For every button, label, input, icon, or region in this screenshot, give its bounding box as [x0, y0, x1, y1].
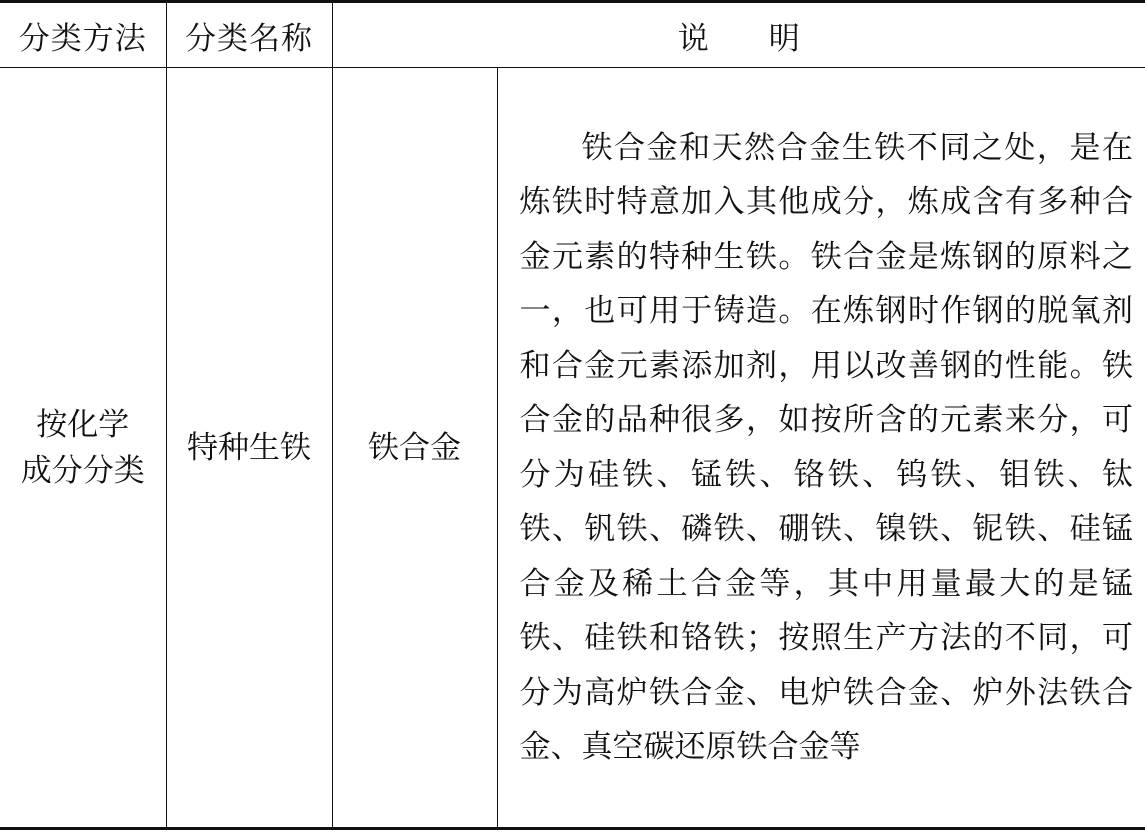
table-header-row — [0, 2, 1145, 68]
header-name: 分类名称 — [166, 2, 332, 68]
header-description: 说明 — [332, 2, 1145, 68]
cell-description — [497, 68, 1145, 829]
method-line-1: 按化学 — [36, 406, 130, 443]
cell-method — [0, 68, 166, 829]
header-method: 分类方法 — [0, 2, 166, 68]
description-text: 铁合金和天然合金生铁不同之处，是在炼铁时特意加入其他成分，炼成含有多种合金元素的特种生铁。铁合金是炼钢的原料之一，也可用于铸造。在炼钢时作钢的脱氧剂和合金元素添加剂，用以改善钢的性能。铁合金的品种很多，如按所含的元素来分，可分为硅铁、锰铁、铬铁、钨铁、钼铁、钛铁、钒铁、磷铁、硼铁、镍铁、铌铁、硅锰合金及稀土合金等，其中用量最大的是锰铁、硅铁和铬铁；按照生产方法的不同，可分为高炉铁合金、电炉铁合金、炉外法铁合金、真空碳还原铁合金等 — [519, 129, 1133, 765]
cell-subname: 铁合金 — [332, 68, 497, 829]
cell-name: 特种生铁 — [166, 68, 332, 829]
table-row — [0, 68, 1145, 829]
method-line-2: 成分分类 — [20, 452, 145, 489]
